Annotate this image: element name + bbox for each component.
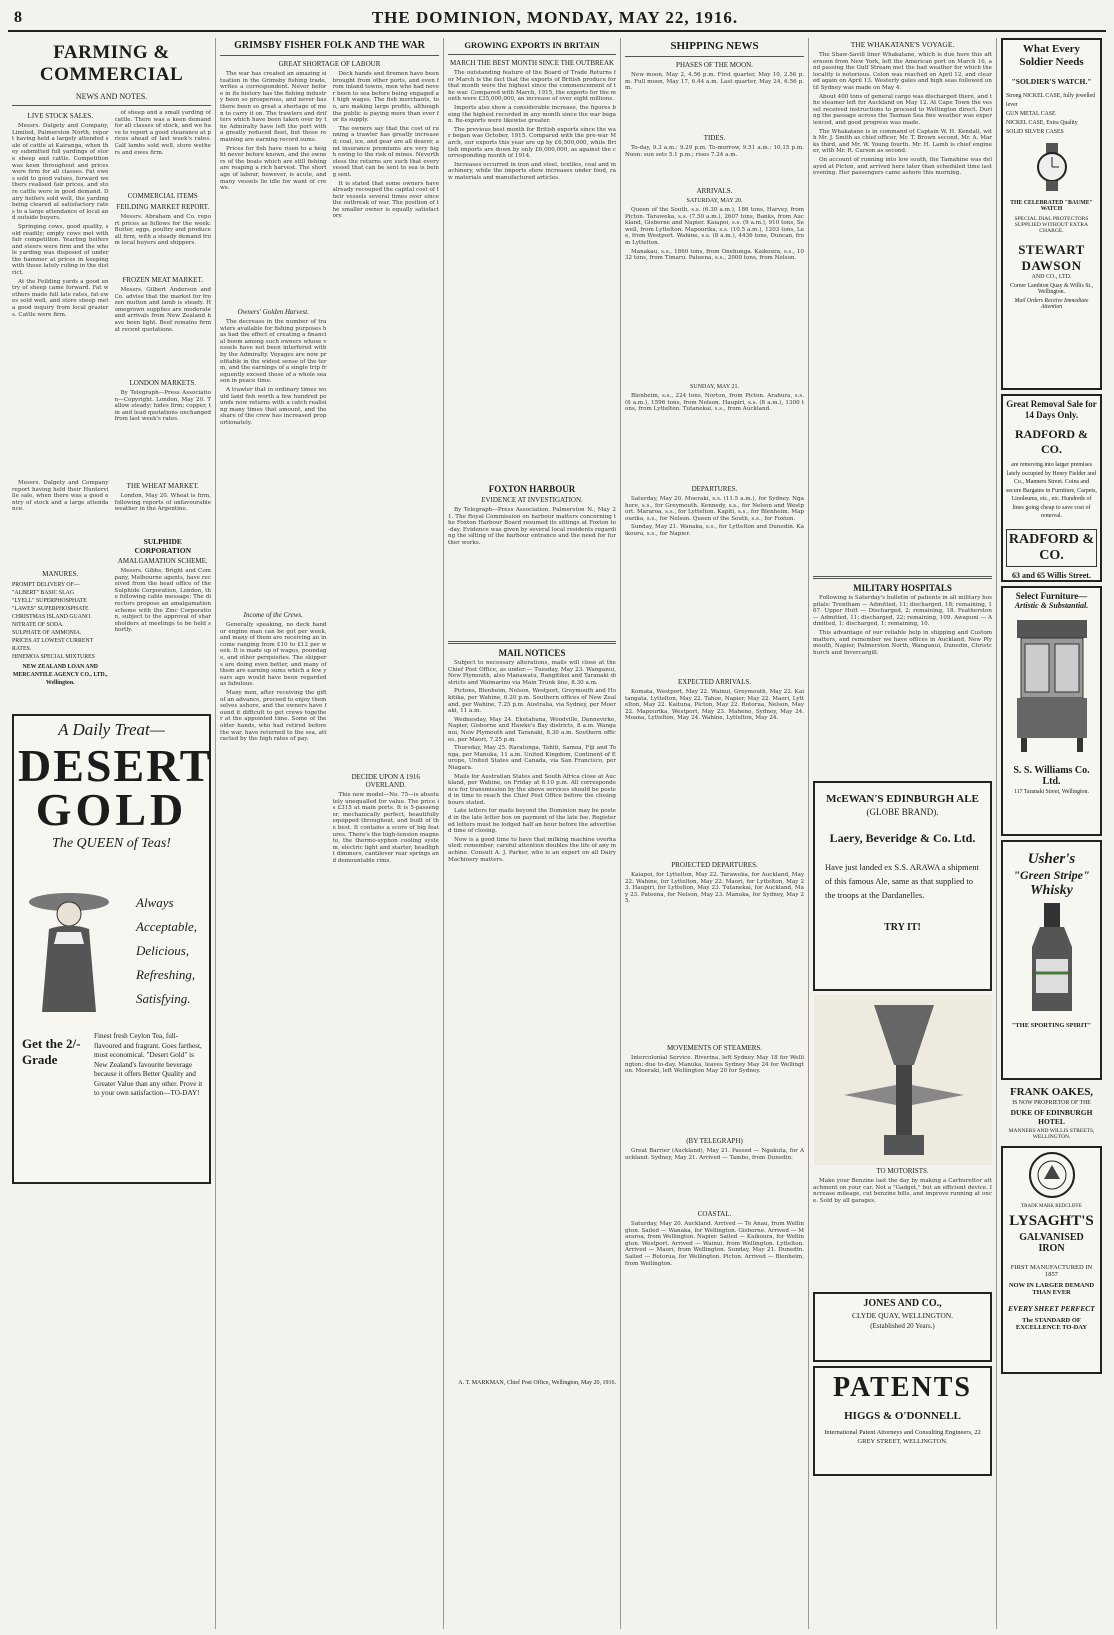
wristwatch-icon	[1035, 143, 1069, 191]
watch-item: SOLID SILVER CASES	[1006, 129, 1064, 135]
stewart-dawson-sub: AND CO., LTD.	[1031, 274, 1072, 280]
patents-ad	[813, 1366, 992, 1476]
projected-heading: PROJECTED DEPARTURES.	[671, 861, 758, 869]
foxton-subheading: EVIDENCE AT INVESTIGATION.	[481, 496, 583, 504]
section-title: FARMING & COMMERCIAL	[39, 42, 184, 85]
golden-harvest-heading: Owners' Golden Harvest.	[237, 308, 309, 316]
manure-item: "ALBERT" BASIC SLAG	[12, 590, 75, 596]
arrivals-heading: ARRIVALS.	[696, 187, 733, 195]
oakes-address: MANNERS AND WILLIS STREETS, WELLINGTON.	[1008, 1128, 1095, 1140]
tide-heading: TIDES.	[703, 134, 726, 142]
ale-title: McEWAN'S EDINBURGH ALE	[826, 793, 979, 805]
lysaght-seal-text: TRADE MARK REDCLIFFE	[1021, 1204, 1082, 1209]
tea-word: Acceptable,	[136, 919, 197, 934]
ale-firm: Laery, Beveridge & Co. Ltd.	[829, 831, 976, 845]
oakes-hotel: DUKE OF EDINBURGH HOTEL	[1010, 1108, 1093, 1126]
lysaght-line: The STANDARD OF EXCELLENCE TO-DAY	[1015, 1317, 1088, 1331]
column-farming: FARMING & COMMERCIAL NEWS AND NOTES. LIVE STOCK SALES. Messrs. Dalgety and Company, Limited, Palmerston North, report having held a largely attended sale of cattle at Kairanga, when they submitted full yardings of store sheep and cattle. Competition was keen throughout and prices were firm for all classes. Fat ewes sold to good values, forward wethers realised fair prices, and store cattle were in good demand. Dairy heifers sold well, the yarding being cleared at satisfactory rates to a large attendance of local and outside buyers. Springing cows, good quality, sold readily; empty cows met with fair competition. Yearling heifers and steers were firm and the whole yarding was disposed of under the hammer at prices in keeping with those lately ruling in the district. At the Feilding yards a good entry of sheep came forward. Fat wethers made full late rates, fat ewes sold well, and store sheep met a good inquiry from local graziers. Cattle were firm. of sheep and a small yarding of cattle. There was a keen demand for all classes of stock, and we have to report a good clearance at prices ahead of last week's rates. Calf lambs sold well, store wethers and ewes firm. COMMERCIAL ITEMS FEILDING MARKET REPORT. Messrs. Abraham and Co. report prices as follows for the week: Butter, eggs, poultry and produce all firm, with a steady demand from local buyers and shippers. FROZEN MEAT MARKET. Messrs. Gilbert Anderson and Co. advise that the market for frozen mutton and lamb is steady. Homegrown supplies are moderate and arrivals from New Zealand have been light. Beef remains firm at recent quotations. LONDON MARKETS. By Telegraph—Press Association—Copyright. London, May 20. Tallow steady; hides firm; copper, tin and lead quotations unchanged from last week's rates. Messrs. Dalgety and Company report having held their Hunterville sale, when there was a good entry of stock and a large attendance. THE WHEAT MARKET. London, May 20. Wheat is firm, following reports of unfavourable weather in the Argentine. SULPHIDE CORPORATION AMALGAMATION SCHEME. MANURES. PROMPT DELIVERY OF— "ALBERT" BASIC SLAG "LYELL" SUPERPHOSPHATE "LAWES" SUPERPHOSPHATE CHRISTMAS ISLAND GUANO. NITRATE OF SODA. SULPHATE OF AMMONIA. PRICES AT LOWEST CURRENT RATES. HINEMOA SPECIAL MIXTURES NEW ZEALAND LOAN AND MERCANTILE AGENCY CO., LTD., Wellington. Messrs. Gibbs, Bright and Company, Melbourne agents, have received from the head office of the Sulphide Corporation, London, the following cable message: The directors propose an amalgamation scheme with the Zinc Corporation, subject to the approval of shareholders at meetings to be held shortly. A Daily Treat— DESERT GOLD The QUEEN of Teas! Always Acceptable, Delicious, Refreshing, Satisfying. Get the 2/- Grade Finest fresh Ceylon Tea, full-flavoured and fragrant. Goes farthest, most economical. "Desert Gold" is New Zealand's favourite beverage because it offers Better Quality and Greater Value than any other. Prove it to your own satisfaction—TO-DAY!	[8, 38, 216, 1629]
feilding-heading: FEILDING MARKET REPORT.	[116, 203, 210, 211]
radford-headline: Great Removal Sale for 14 Days Only.	[1006, 399, 1097, 420]
manure-item: "LAWES" SUPERPHOSPHATE	[12, 606, 89, 612]
commercial-heading: COMMERCIAL ITEMS	[127, 192, 198, 200]
furniture-cabinet-icon	[1007, 616, 1097, 756]
oakes-sub: IS NOW PROPRIETOR OF THE	[1012, 1100, 1091, 1106]
stewart-dawson-address: Corner Lambton Quay & Willis St., Wellington.	[1010, 283, 1093, 295]
desert-gold-ad	[12, 714, 211, 1184]
voyage-heading: THE WHAKATANE'S VOYAGE.	[850, 40, 955, 49]
expected-heading: EXPECTED ARRIVALS.	[678, 678, 751, 686]
moon-heading: PHASES OF THE MOON.	[676, 61, 753, 69]
soldier-watch-ad	[1001, 38, 1102, 390]
williams-sub: Artistic & Substantial.	[1014, 601, 1089, 610]
tea-word: Delicious,	[136, 943, 190, 958]
manures-heading: MANURES.	[42, 570, 79, 578]
income-crews-heading: Income of the Crews.	[243, 611, 303, 619]
livestock-text: Messrs. Dalgety and Company, Limited, Palmerston North, report having held a largely attended sale of cattle at Kairanga, when they submitted full yardings of store sheep and cattle. Competition was keen throughout and prices were firm for all classes. Fat ewes sold to good values, forward wethers realised fair prices, and store cattle were in good demand. Dairy heifers sold well, the yarding being cleared at satisfactory rates to a large attendance of local and outside buyers. Springing cows, good quality, sold readily; empty cows met with fair competition. Yearling heifers and steers were firm and the whole yarding was disposed of under the hammer at prices in keeping with those lately ruling in the district. At the Feilding yards a good entry of sheep came forward. Fat wethers made full late rates, fat ewes sold well, and store sheep met a good inquiry from local graziers. Cattle were firm.	[12, 123, 109, 318]
williams-address: 117 Taranaki Street, Wellington.	[1014, 789, 1089, 795]
watch-item: NICKEL CASE, Extra Quality	[1006, 120, 1078, 126]
exports-heading: GROWING EXPORTS IN BRITAIN	[464, 40, 600, 50]
section-subtitle: NEWS AND NOTES.	[75, 92, 148, 101]
tea-brand-gold: GOLD	[35, 784, 188, 835]
shipping-heading: SHIPPING NEWS	[670, 40, 759, 52]
lysaght-ad	[1001, 1146, 1102, 1374]
mail-signoff: A. T. MARKMAN, Chief Post Office, Wellington, May 20, 1916.	[458, 1380, 616, 1386]
whisky-bottle-icon	[1012, 903, 1092, 1013]
whisky-slogan: "THE SPORTING SPIRIT"	[1011, 1022, 1092, 1029]
soldier-ad-title: What Every Soldier Needs	[1019, 43, 1084, 68]
tea-tagline: The QUEEN of Teas!	[52, 836, 171, 851]
manure-item: HINEMOA SPECIAL MIXTURES	[12, 654, 95, 660]
jones-title: JONES AND CO.,	[863, 1298, 942, 1309]
departures-heading: DEPARTURES.	[691, 485, 738, 493]
whisky-brand: Usher's	[1027, 851, 1076, 867]
column-shipping: SHIPPING NEWS PHASES OF THE MOON. New moon, May 2, 4.56 p.m. First quarter, May 10, 2.56 p.m. Full moon, May 17, 6.44 a.m. Last quarter, May 24, 6.56 p.m. TIDES. To-day, 9.3 a.m.; 9.29 p.m. To-morrow, 9.51 a.m.; 10.15 p.m. Noon: sun sets 5.1 p.m.; rises 7.24 a.m. ARRIVALS. SATURDAY, MAY 20. Queen of the South, s.s. (6.30 a.m.), 186 tons, Harvey, from Picton. Taraweka, s.s. (7.50 a.m.), 2607 tons, Banks, from Auckland, Gisborne and Napier. Kaiapoi, s.s. (9 a.m.), 910 tons, Sewell, from Lyttelton. Mapourika, s.s. (10.5 a.m.), 1203 tons, Lee, from Westport. Wahine, s.s. (8 a.m.), 4436 tons, Duncan, from Lyttelton. Manakau, s.s., 1860 tons, from Onehunga. Kaikoura, s.s., 1032 tons, from Timaru. Pateena, s.s., 2000 tons, from Nelson. SUNDAY, MAY 21. Blenheim, s.s., 224 tons, Norton, from Picton. Arahura, s.s. (6 a.m.), 1596 tons, from Nelson. Haupiri, s.s. (8 a.m.), 1300 tons, from Lyttelton. Tutanekai, s.s., from Auckland. DEPARTURES. Saturday, May 20. Moeraki, s.s. (11.5 a.m.), for Sydney. Ngahere, s.s., for Greymouth. Kennedy, s.s., for Nelson and Westport. Mararoa, s.s., for Lyttelton. Kapiti, s.s., for Blenheim. Mapourika, s.s., for Nelson. Queen of the South, s.s., for Foxton. Sunday, May 21. Wanaka, s.s., for Lyttelton and Dunedin. Kaikoura, s.s., for Napier. EXPECTED ARRIVALS. Komata, Westport, May 22. Wainui, Greymouth, May 22. Kaitangata, Lyttelton, May 22. Tahoe, Napier, May 22. Maori, Lyttelton, May 22. Kaituna, Picton, May 22. Rotorua, Nelson, May 22. Mapourika, Westport, May 23. Maheno, Sydney, May 24. Moana, Lyttelton, May 24. Wahine, Lyttelton, May 24. PROJECTED DEPARTURES. Kaiapoi, for Lyttelton, May 22. Taraweka, for Auckland, May 22. Wahine, for Lyttelton, May 22. Maori, for Lyttelton, May 23. Haupiri, for Lyttelton, May 23. Tutanekai, for Auckland, May 23. Pateena, for Nelson, May 23. Manuka, for Sydney, May 25. MOVEMENTS OF STEAMERS. Intercolonial Service. Riverina, left Sydney May 18 for Wellington; due to-day. Manuka, leaves Sydney May 24 for Wellington. Moeraki, left Wellington May 20 for Sydney. (BY TELEGRAPH) Great Barrier (Auckland), May 21. Passed — Ngakuta, for Auckland. Sydney, May 21. Arrived — Tambo, from Dunedin. COASTAL. Saturday, May 20. Auckland. Arrived — Te Anau, from Wellington. Sailed — Wanaka, for Wellington. Gisborne. Arrived — Mararoa, from Wellington. Napier. Sailed — Kaikoura, for Wellington. Westport. Arrived — Wainui, from Wellington. Lyttelton. Arrived — Maori, from Wellington. Sunday, May 21. Dunedin. Sailed — Rotorua, for Wellington. Picton. Arrived — Blenheim, from Wellington.	[621, 38, 809, 1629]
tea-brand-desert: DESERT	[18, 740, 213, 791]
mail-orders-note: Mail Orders Receive Immediate Attention	[1014, 298, 1089, 310]
column-exports: GROWING EXPORTS IN BRITAIN MARCH THE BEST MONTH SINCE THE OUTBREAK The outstanding feature of the Board of Trade Returns for March is the fact that the exports of British produce for that month were the highest since the commencement of the war. Compared with March, 1915, the exports for the month were £35,000,000, an increase of over eight millions. Imports also show a considerable increase, the figures being the highest recorded in any month since the war began. Re-exports were likewise greater. The previous best month for British exports since the war began was October, 1915. Compared with the pre-war March, our exports this year are up by £6,500,000, while British imports are down by only £6,000,000, as against the corresponding month of 1914. Increases occurred in iron and steel, textiles, coal and machinery, while the imports show increases under food, raw materials and manufactured articles. FOXTON HARBOUR EVIDENCE AT INVESTIGATION. By Telegraph—Press Association. Palmerston N., May 21. The Royal Commission on harbour matters concerning the Foxton Harbour Board resumed its sittings at Foxton to-day. Evidence was given by several local residents regarding the silting of the harbour entrance and the need for further works. MAIL NOTICES Subject to necessary alterations, mails will close at the Chief Post Office, as under:— Tuesday, May 23. Wanganui, New Plymouth, also Manawatu, Rangitikei and Taranaki districts and Waimarino via Main Trunk line, 8.30 a.m. Pictons, Blenheim, Nelson, Westport, Greymouth and Hokitika, per Wahine, 6.20 p.m. Southern offices of New Zealand, per Wahine, 7.25 p.m. Australia, via Sydney, per Moeraki, 11 a.m. Wednesday, May 24. Eketahuna, Woodville, Dannevirke, Napier, Gisborne and Hawke's Bay districts, 8 a.m. Wanganui, New Plymouth and Taranaki, 8.30 a.m. Southern offices, per Maori, 7.25 p.m. Thursday, May 25. Raratonga, Tahiti, Samoa, Fiji and Tonga, per Manuka, 11 a.m. United Kingdom, Continent of Europe, United States and Canada, via San Francisco, per Niagara. Mails for Australian States and South Africa close at Auckland, per Wahine, on Friday at 6.10 p.m. All correspondence for transmission by the above services should be posted in time to reach the Chief Post Office before the closing hours stated. Late letters for mails beyond the Dominion may be posted in the late letter box on payment of the late fee. Registered letters must be lodged half an hour before the advertised time of closing. Now is a good time to have that milking machine overhauled; remember, careful attention doubles the life of any machine. Consult A. J. Parker, who is an expert on all Dairy Machinery matters. A. T. MARKMAN, Chief Post Office, Wellington, May 20, 1916.	[444, 38, 621, 1629]
tea-ad-lead: A Daily Treat—	[58, 720, 165, 739]
lysaght-line: EVERY SHEET PERFECT	[1008, 1304, 1095, 1313]
whisky-type: Whisky	[1030, 883, 1073, 898]
ale-cta: TRY IT!	[884, 922, 921, 933]
tea-copy: Finest fresh Ceylon Tea, full-flavoured and fragrant. Goes farthest, most economical. "Desert Gold" is New Zealand's favourite beverage because it offers Better Quality and Greater Value than any other. Prove it to your own satisfaction—TO-DAY!	[94, 1032, 203, 1097]
williams-title: Select Furniture—	[1015, 591, 1088, 601]
page-number: 8	[14, 9, 22, 26]
watch-item: Strong NICKEL CASE, fully jewelled lever	[1006, 93, 1096, 108]
wheat-heading: THE WHEAT MARKET.	[126, 482, 199, 490]
williams-furniture-ad	[1001, 586, 1102, 836]
coastal-heading: COASTAL.	[697, 1210, 732, 1218]
jones-est: (Established 20 Years.)	[870, 1322, 935, 1330]
lysaght-line: NOW IN LARGER DEMAND THAN EVER	[1008, 1282, 1095, 1296]
radford-ad	[1001, 394, 1102, 582]
radford-address: 63 and 65 Willis Street.	[1012, 570, 1091, 580]
livestock-heading: LIVE STOCK SALES.	[27, 112, 93, 120]
ale-copy: Have just landed ex S.S. ARAWA a shipment of this famous Ale, same as that supplied to the troops at the Dardanelles.	[825, 862, 979, 900]
watch-item: GUN METAL CASE	[1006, 111, 1056, 117]
grimsby-heading: GRIMSBY FISHER FOLK AND THE WAR	[234, 40, 425, 51]
sulphide-heading: SULPHIDE CORPORATION	[134, 537, 192, 555]
jones-sub: CLYDE QUAY, WELLINGTON.	[851, 1311, 954, 1320]
mcewans-ale-ad	[813, 781, 992, 991]
manure-item: SULPHATE OF AMMONIA.	[12, 630, 82, 636]
column-grimsby: GRIMSBY FISHER FOLK AND THE WAR GREAT SHORTAGE OF LABOUR The war has created an amazing situation in the Grimsby fishing trade, writes a correspondent. Never before in its history has the fishing industry been so prosperous, and never has there been so great a shortage of men to carry it on. The trawlers and drifters which have been taken over by the Admiralty have left the port with a greatly reduced fleet, but those remaining are earning record sums. Prices for fish have risen to a height never before known, and the owners of the boats which are still fishing are reaping a rich harvest. The shortage of labour, however, is acute, and many vessels lie idle for want of crews. Owners' Golden Harvest. The decrease in the number of trawlers available for fishing purposes has had the effect of creating a financial boom among such owners whose vessels have not been interfered with by the Admiralty. Voyages are now profitable in the widest sense of the term, and the earnings of a single trip frequently exceed those of a whole season in peace time. A trawler that in ordinary times would land fish worth a few hundred pounds now returns with a catch realising many times that amount, and the share of the crew has increased proportionately. Income of the Crews. Generally speaking, no deck hand or engine man can be got per week, and many of them are receiving an income ranging from £10 to £12 per week. It is made up of wages, poundage, and other perquisites. The skippers are doing even better, and many of them are earning sums which a few years ago would have been regarded as fabulous. Many men, after receiving the gift of an advance, proceed to enjoy themselves ashore, and the owners have found it difficult to get crews together at the appointed time. Some of the older hands, who had retired before the war, have returned to the sea, attracted by the high rates of pay. Deck hands and firemen have been brought from other ports, and even from inland towns, men who had never been to sea before being engaged at high wages. The fish merchants, too, are making large profits, although the public is paying more than ever for its supply. The owners say that the cost of running a trawler has greatly increased; coal, ice, and gear are all dearer, and insurance premiums are very high owing to the risk of mines. Nevertheless the returns are such that every vessel that can be sent to sea is being sent. It is stated that some owners have already recouped the capital cost of their vessels several times over since the outbreak of war. The position of the smaller owner is equally satisfactory. DECIDE UPON A 1916 OVERLAND. This new model—No. 75—is absolutely unequalled for value. The price is £315 at main ports. It is 5-passenger, mechanically perfect, beautifully equipped throughout, and built of the best. It contains a score of big features. There's the high-tension magneto, the thermo-syphon cooling system, electric light and starter, headlight dimmers, cantilever rear springs and demountable rims.	[216, 38, 444, 1629]
day-label: SATURDAY, MAY 20.	[686, 198, 743, 204]
manure-item: "LYELL" SUPERPHOSPHATE	[12, 598, 87, 604]
radford-logo: RADFORD & CO.	[1006, 529, 1097, 567]
patents-title: PATENTS	[833, 1372, 972, 1403]
mail-heading: MAIL NOTICES	[498, 648, 566, 658]
lysaght-brand: LYSAGHT'S	[1009, 1213, 1094, 1229]
radford-firm: RADFORD & CO.	[1015, 427, 1088, 456]
baume-watch: THE CELEBRATED "BAUME" WATCH	[1010, 200, 1093, 212]
redcliffe-seal-icon	[1028, 1151, 1076, 1199]
patents-firm: HIGGS & O'DONNELL	[844, 1410, 961, 1422]
williams-firm: S. S. Williams Co. Ltd.	[1013, 765, 1090, 787]
frozen-heading: FROZEN MEAT MARKET.	[122, 276, 203, 284]
manure-item: NITRATE OF SODA.	[12, 622, 64, 628]
lysaght-product-iron: IRON	[1038, 1243, 1065, 1254]
ushers-whisky-ad	[1001, 840, 1102, 1080]
exports-subheading: MARCH THE BEST MONTH SINCE THE OUTBREAK	[449, 59, 615, 67]
london-heading: LONDON MARKETS.	[129, 379, 196, 387]
jones-ad	[813, 1292, 992, 1362]
column-ads	[997, 38, 1106, 1629]
manure-item: CHRISTMAS ISLAND GUANO.	[12, 614, 92, 620]
sprayer-illustration-icon	[814, 995, 992, 1165]
ale-subtitle: (GLOBE BRAND).	[866, 807, 939, 817]
motorists-heading: TO MOTORISTS.	[876, 1167, 929, 1175]
radford-copy: are removing into larger premises lately occupied by Henry Fielder and Co., Manners Street. Coins and secure Bargains in Furniture, Carpets, Linoleums, etc., etc. Hundreds of lines going cheap to save cost of removal.	[1006, 462, 1097, 519]
overland-heading: DECIDE UPON A 1916 OVERLAND.	[351, 773, 420, 789]
hospitals-heading: MILITARY HOSPITALS	[853, 583, 952, 593]
masthead	[8, 6, 1106, 32]
tea-grade: Get the 2/- Grade	[22, 1036, 81, 1067]
day-label: SUNDAY, MAY 21.	[690, 384, 739, 390]
movements-heading: MOVEMENTS OF STEAMERS.	[666, 1044, 763, 1052]
foxton-heading: FOXTON HARBOUR	[488, 484, 576, 494]
masthead-title: THE DOMINION, MONDAY, MAY 22, 1916.	[371, 8, 739, 27]
oakes-ad	[1001, 1086, 1102, 1140]
whisky-name: "Green Stripe"	[1013, 868, 1090, 882]
manures-firm: NEW ZEALAND LOAN AND MERCANTILE AGENCY CO., LTD., Wellington.	[12, 664, 108, 686]
stewart-dawson-firm: STEWART DAWSON	[1018, 242, 1085, 273]
telegraph-heading: (BY TELEGRAPH)	[686, 1137, 743, 1145]
lady-illustration-icon	[24, 884, 114, 1014]
manure-item: PROMPT DELIVERY OF—	[12, 582, 80, 588]
tea-word: Refreshing,	[136, 967, 196, 982]
soldier-watch-name: "SOLDIER'S WATCH."	[1011, 77, 1092, 86]
dial-protectors: SPECIAL DIAL PROTECTORS SUPPLIED WITHOUT EXTRA CHARGE.	[1014, 216, 1089, 234]
tea-word: Always	[136, 895, 174, 910]
oakes-name: FRANK OAKES,	[1009, 1086, 1094, 1098]
lysaght-line: FIRST MANUFACTURED IN 1857	[1010, 1264, 1093, 1278]
grimsby-subheading: GREAT SHORTAGE OF LABOUR	[278, 60, 381, 68]
amalgamation-heading: AMALGAMATION SCHEME.	[117, 557, 208, 565]
patents-sub: International Patent Attorneys and Consulting Engineers, 22 GREY STREET, WELLINGTON.	[824, 1429, 981, 1445]
column-voyage: THE WHAKATANE'S VOYAGE. The Shaw-Savill liner Whakatane, which is due here this afternoon from New York, left the American port on March 16, and passing the Gulf Stream met the bad weather for which the locality is notorious. Colon was reached on April 12, and cleared again on April 13. Westerly gales and high seas followed until Sydney was made on May 4. About 400 tons of general cargo was discharged there, and the steamer left for Auckland on May 12. At Cape Town the vessel received instructions to proceed to Wellington direct. During the passage across the Tasman Sea fine weather was experienced, and good progress was made. The Whakatane is in command of Captain W. H. Kendall, with Mr. J. Smith as chief officer, Mr. T. Brown second, Mr. A. Marks third, and Mr. W. Young fourth. Mr. H. Lamb is chief engineer, with Mr. R. Carson as second. On account of running into low south, the Tamahine was delayed at Picton, and arrived here later than scheduled time last evening. Her passengers came ashore this morning. MILITARY HOSPITALS Following is Saturday's bulletin of patients in all military hospitals: Trentham — Admitted, 11; discharged, 18; remaining, 167. Upper Hutt — Discharged, 2; remaining, 18. Featherston — Admitted, 11; discharged, 22; remaining, 109. Awapuni — Admitted, 1; discharged, 1; remaining, 10. This advantage of our reliable help in shipping and Custom matters, and remember we have offices in Auckland, New Plymouth, Napier, Palmerston North, Wanganui, Dunedin, Christchurch and Invercargill. McEWAN'S EDINBURGH ALE (GLOBE BRAND). Laery, Beveridge & Co. Ltd. Have just landed ex S.S. ARAWA a shipment of this famous Ale, same as that supplied to the troops at the Dardanelles. TRY IT! TO MOTORISTS. Make your Benzine last the day by making a Carburettor attachment on your car. Not a "Gadget," but an efficient device. Increase mileage, cut benzine bills, and improve running at once. Sold by all garages. JONES AND CO., CLYDE QUAY, WELLINGTON. (Established 20 Years.) PATENTS HIGGS & O'DONNELL International Patent Attorneys and Consulting Engineers, 22 GREY STREET, WELLINGTON.	[809, 38, 997, 1629]
lysaght-product-galvanised: GALVANISED	[1019, 1232, 1084, 1243]
manure-item: PRICES AT LOWEST CURRENT RATES.	[12, 638, 94, 652]
tea-word: Satisfying.	[136, 991, 191, 1006]
